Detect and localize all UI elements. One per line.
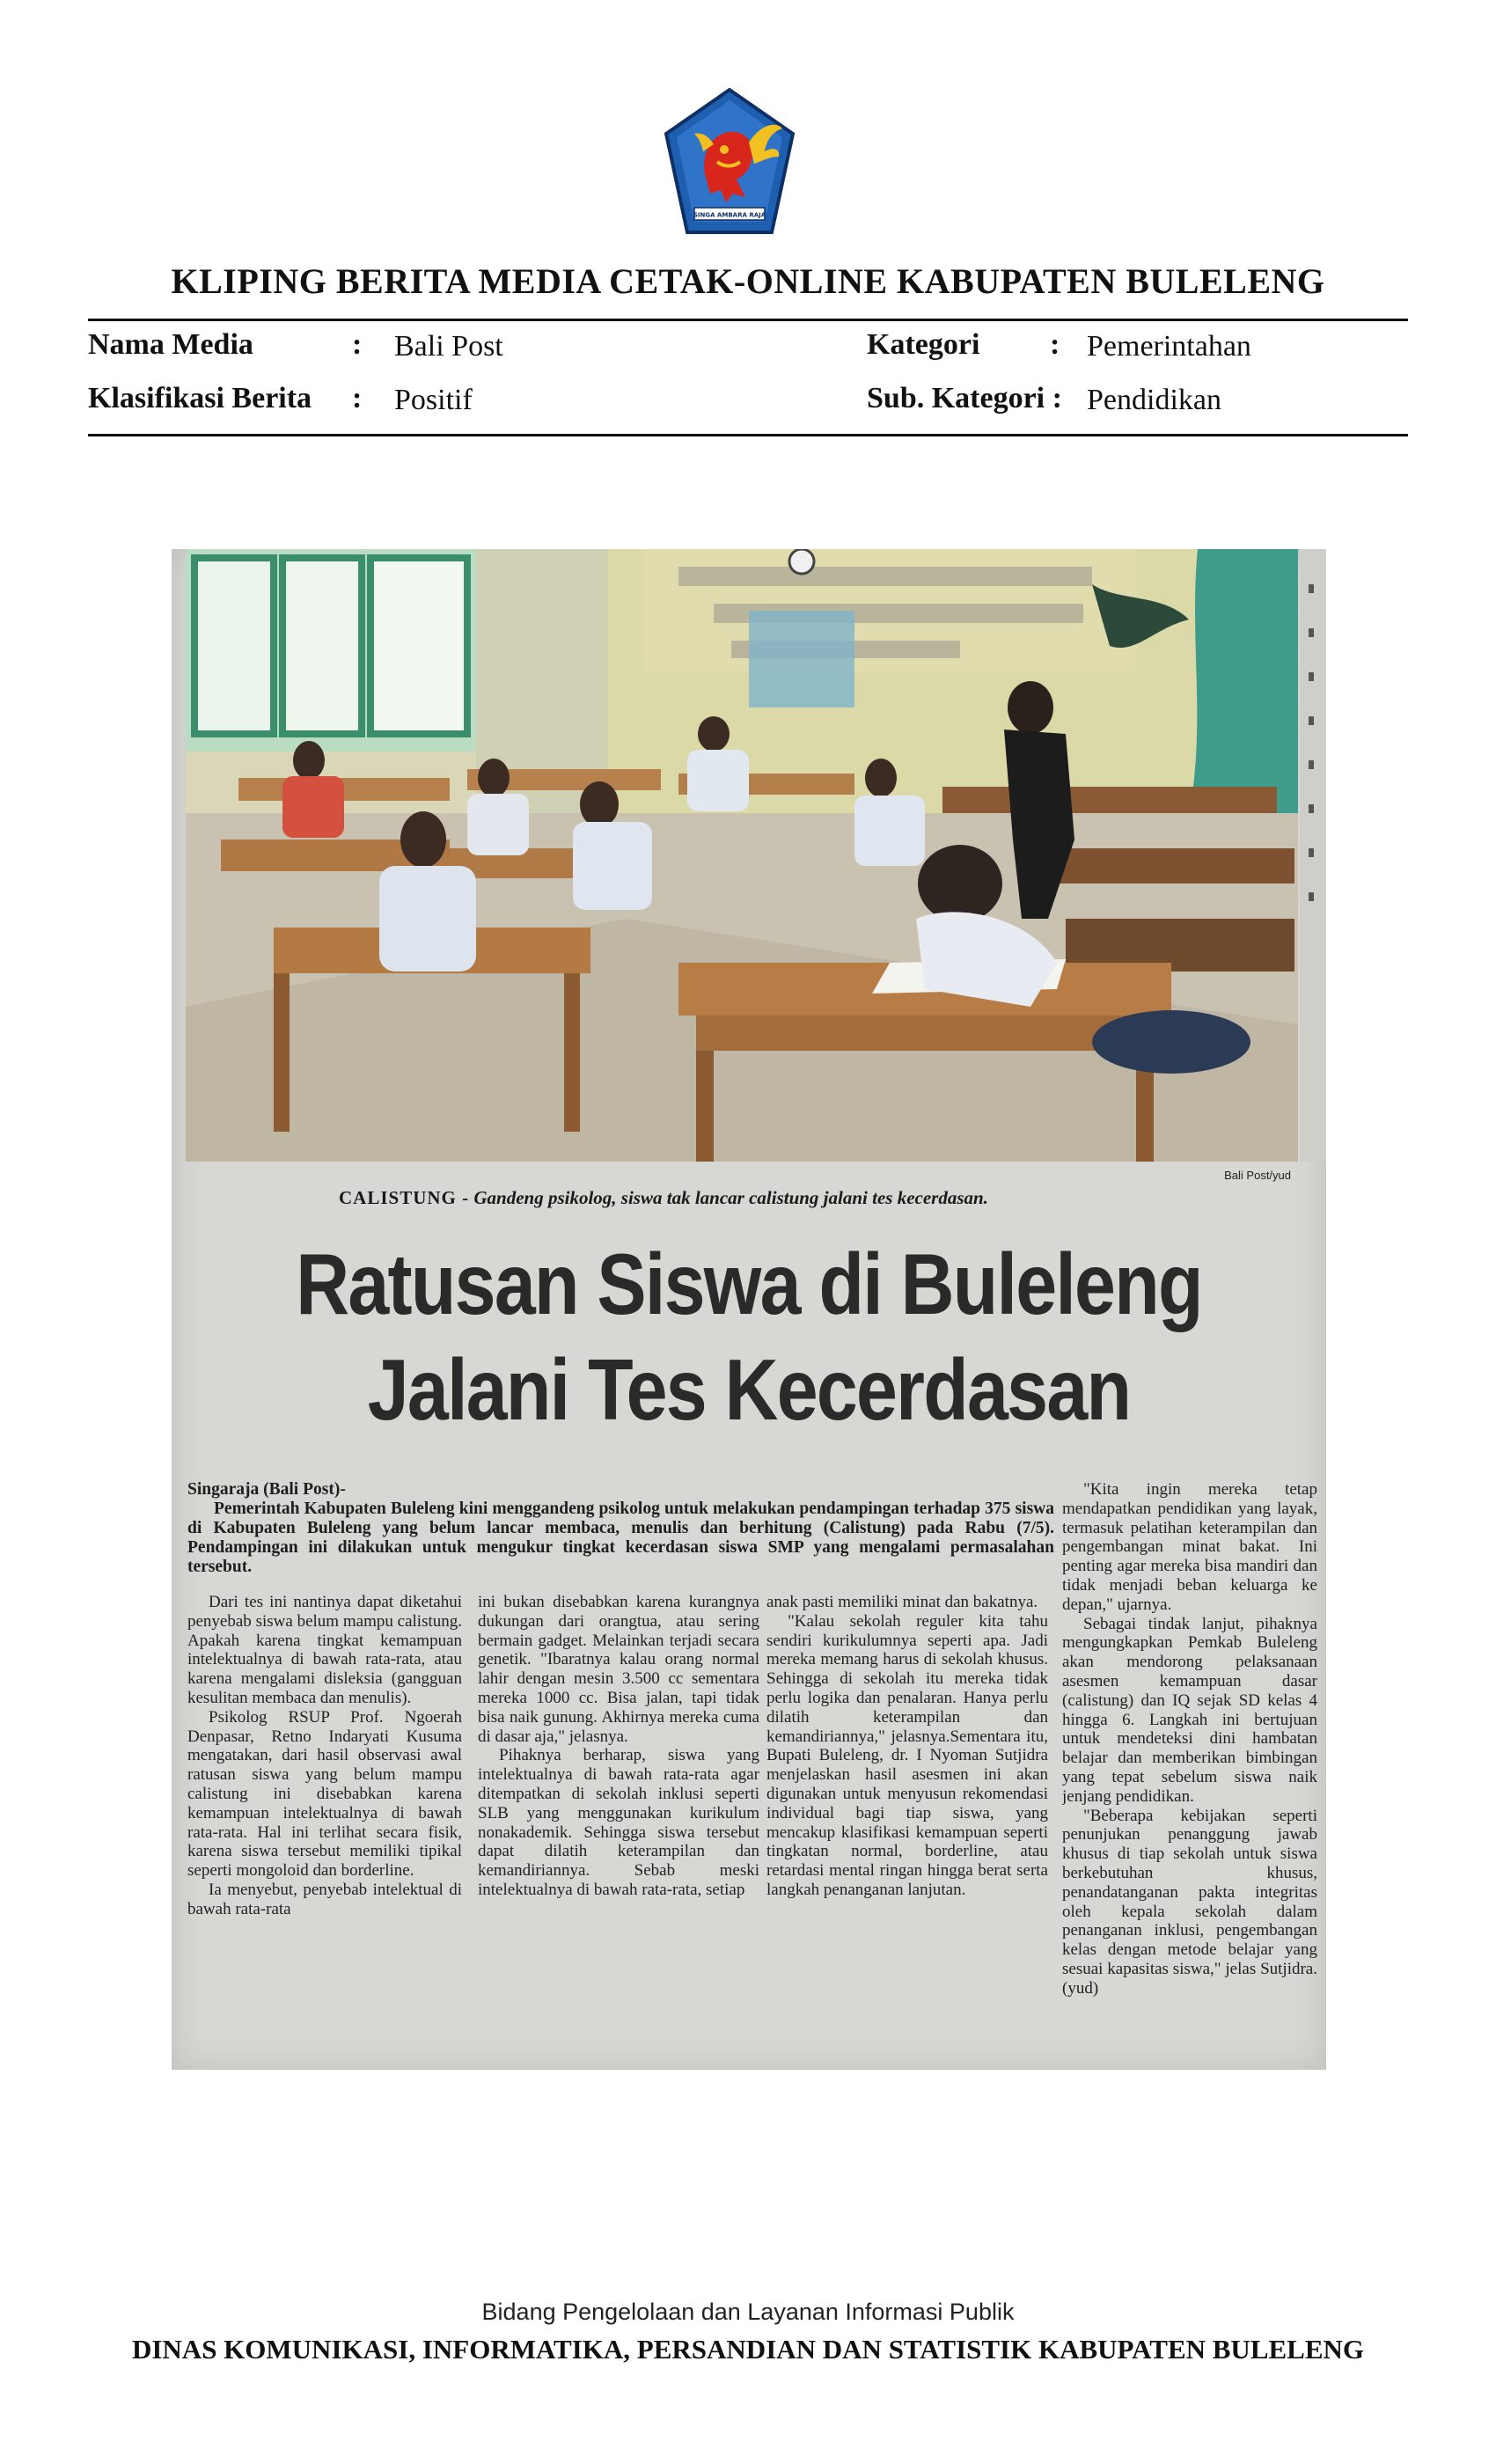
klasifikasi-colon: : bbox=[352, 382, 363, 414]
article-lead bbox=[187, 1480, 1054, 1577]
clipping-header-title: KLIPING BERITA MEDIA CETAK-ONLINE KABUPATEN BULELENG bbox=[171, 261, 1325, 301]
photo-credit: Bali Post/yud bbox=[1224, 1169, 1291, 1182]
adjacent-column-strip bbox=[1300, 549, 1326, 1162]
caption-kicker: CALISTUNG - bbox=[339, 1187, 470, 1208]
kategori-value: Pemerintahan bbox=[1087, 330, 1251, 363]
col1-paragraph: Psikolog RSUP Prof. Ngoerah Denpasar, Retno Indaryati Kusuma mengatakan, dari hasil observasi awal ratusan siswa yang belum mampu calistung ini disebabkan karena kemampuan intelektualnya di bawah rata-rata. Hal ini terlihat secara fisik, karena siswa tersebut memiliki tipikal seperti mongoloid dan borderline. bbox=[187, 1707, 462, 1881]
nama-media-value: Bali Post bbox=[394, 330, 503, 363]
kategori-label: Kategori bbox=[867, 328, 980, 361]
col1-paragraph: Ia menyebut, penyebab intelektual di bawah rata-rata bbox=[187, 1880, 462, 1918]
col3-paragraph: anak pasti memiliki minat dan bakatnya. bbox=[766, 1593, 1038, 1611]
col4-paragraph: "Beberapa kebijakan seperti penunjukan penanggung jawab khusus di tiap sekolah untuk siswa berkebutuhan khusus, penandatanganan pakta integritas oleh kepala sekolah dalam penanganan inklusi, pengembangan kelas dengan metode belajar yang sesuai kapasitas siswa," jelas Sutjidra. (yud) bbox=[1062, 1806, 1317, 1998]
klasifikasi-value: Positif bbox=[394, 384, 473, 416]
article-column-2 bbox=[478, 1593, 759, 2006]
footer-agency: DINAS KOMUNIKASI, INFORMATIKA, PERSANDIAN DAN STATISTIK KABUPATEN BULELENG bbox=[131, 2334, 1365, 2365]
nama-media-colon: : bbox=[352, 328, 363, 361]
sub-kategori-value: Pendidikan bbox=[1087, 384, 1221, 416]
col2-paragraph: Pihaknya berharap, siswa yang intelektualnya di bawah rata-rata agar ditempatkan di sekolah inklusi seperti SLB yang menggunakan kurikulum nonakademik. Sehingga siswa tersebut dapat dilatih keterampilan dan kemandiriannya. Sebab meski intelektualnya di bawah rata-rata, setiap bbox=[478, 1746, 759, 1899]
article-lead-text: Pemerintah Kabupaten Buleleng kini menggandeng psikolog untuk melakukan pendampingan terhadap 375 siswa di Kabupaten Buleleng yang belum lancar membaca, menulis dan berhitung (Calistung) pada Rabu (7/5). Pendampingan ini dilakukan untuk mengukur tingkat kecerdasan siswa SMP yang mengalami permasalahan tersebut. bbox=[187, 1500, 1054, 1576]
nama-media-label: Nama Media bbox=[88, 328, 253, 361]
newspaper-clipping bbox=[172, 549, 1326, 2070]
col2-paragraph: ini bukan disebabkan karena kurangnya dukungan dari orangtua, atau sering bermain gadget. Melainkan terjadi secara genetik. "Ibaratnya kalau orang normal lahir dengan mesin 3.500 cc sementara mereka 1000 cc. Bisa jalan, tapi tidak bisa naik gunung. Akhirnya mereka cuma di dasar aja," jelasnya. bbox=[478, 1593, 759, 1746]
klasifikasi-label: Klasifikasi Berita bbox=[88, 382, 312, 414]
kategori-colon: : bbox=[1050, 328, 1060, 361]
header-bottom-rule bbox=[88, 434, 1408, 436]
headline-line-2: Jalani Tes Kecerdasan bbox=[367, 1341, 1131, 1438]
headline-line-1: Ratusan Siswa di Buleleng bbox=[296, 1236, 1202, 1332]
col4-paragraph: Sebagai tindak lanjut, pihaknya mengungkapkan Pemkab Buleleng akan mendorong pelaksanaan asesmen kemampuan dasar (calistung) dan IQ sejak SD kelas 4 hingga 6. Langkah ini bertujuan untuk mendeteksi dini hambatan belajar dan memberikan bimbingan yang tepat sebelum siswa naik jenjang pendidikan. bbox=[1062, 1614, 1317, 1806]
col3-paragraph: "Kalau sekolah reguler kita tahu sendiri kurikulumnya seperti apa. Jadi mereka memang harus di sekolah khusus. Sehingga di sekolah itu mereka tidak perlu logika dan penalaran. Hanya perlu dilatih keterampilan dan kemandiriannya," jelasnya.Sementara itu, Bupati Buleleng, dr. I Nyoman Sutjidra menjelaskan hasil asesmen ini akan digunakan untuk menyusun rekomendasi individual bagi tiap siswa, yang mencakup klasifikasi kemampuan seperti tingkatan normal, borderline, atau retardasi mental ringan hingga berat serta langkah penanganan lanjutan. bbox=[766, 1611, 1048, 1899]
article-dateline: Singaraja (Bali Post)- bbox=[187, 1480, 346, 1499]
classroom-photo bbox=[186, 549, 1298, 1162]
col4-paragraph: "Kita ingin mereka tetap mendapatkan pendidikan yang layak, termasuk pelatihan keterampilan dan pengembangan minat bakat. Ini penting agar mereka bisa mandiri dan tidak menjadi beban keluarga ke depan," ujarnya. bbox=[1062, 1480, 1317, 1614]
col1-paragraph: Dari tes ini nantinya dapat diketahui penyebab siswa belum mampu calistung. Apakah karena tingkat kemampuan intelektualnya di bawah rata-rata, atau karena mengalami disleksia (gangguan kesulitan membaca dan menulis). bbox=[187, 1593, 462, 1707]
article-column-1 bbox=[187, 1593, 462, 2006]
photo-caption bbox=[339, 1187, 988, 1209]
article-column-4 bbox=[1062, 1480, 1317, 2019]
footer-division: Bidang Pengelolaan dan Layanan Informasi Publik bbox=[481, 2299, 1015, 2325]
header-top-rule bbox=[88, 319, 1408, 321]
article-column-3 bbox=[766, 1593, 1048, 2006]
caption-text: Gandeng psikolog, siswa tak lancar calistung jalani tes kecerdasan. bbox=[473, 1187, 988, 1208]
buleleng-emblem-logo bbox=[663, 88, 796, 236]
emblem-ribbon-text: SINGA AMBARA RAJA bbox=[693, 211, 766, 219]
sub-kategori-label: Sub. Kategori : bbox=[867, 382, 1062, 414]
